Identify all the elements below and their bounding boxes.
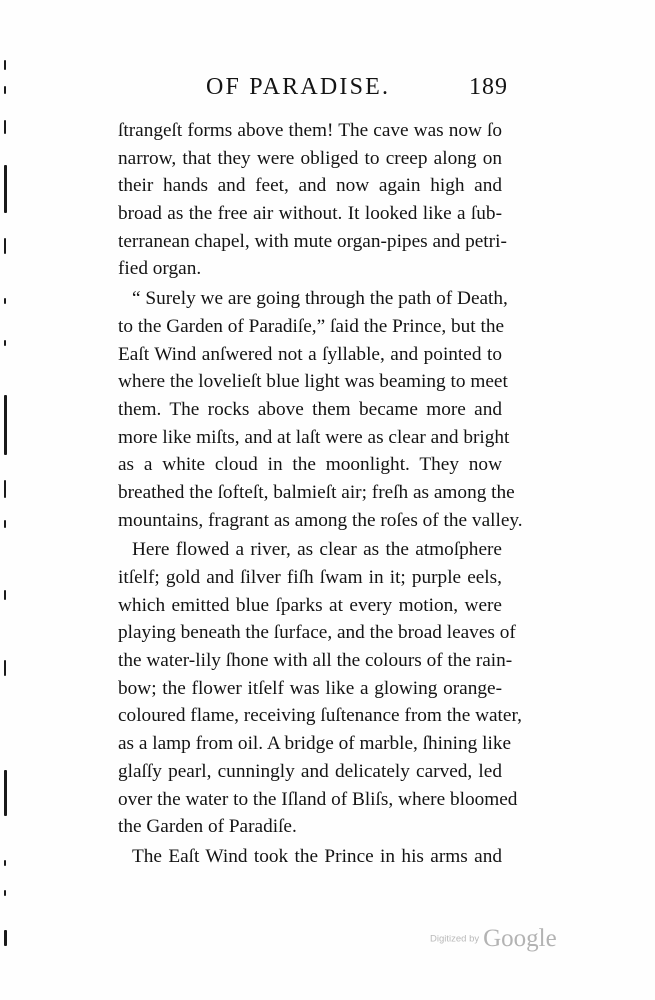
text-line: fied organ.	[118, 258, 202, 280]
watermark-prefix: Digitized by	[430, 933, 480, 945]
running-head: OF PARADISE.	[206, 74, 391, 100]
text-line: Here flowed a river, as clear as the atmoſphere	[132, 539, 502, 561]
text-line: more like miſts, and at laſt were as clear and bright	[118, 426, 510, 448]
text-line: itſelf; gold and ſilver fiſh ſwam in it; purple eels,	[118, 567, 502, 588]
text-line: the Garden of Paradiſe.	[118, 816, 297, 838]
text-line: their hands and feet, and now again high and	[118, 175, 502, 197]
text-line: narrow, that they were obliged to creep along on	[118, 147, 502, 169]
text-line: ſtrangeſt forms above them! The cave was now ſo	[118, 120, 502, 141]
google-logo: Google	[483, 925, 557, 952]
text-line: glaſſy pearl, cunningly and delicately carved, led	[118, 760, 502, 782]
text-line: mountains, fragrant as among the roſes of the valley.	[118, 509, 523, 531]
text-line: which emitted blue ſparks at every motion, were	[118, 594, 502, 616]
text-line: breathed the ſofteſt, balmieſt air; freſh as among the	[118, 481, 515, 503]
text-line: over the water to the Iſland of Bliſs, where bloomed	[118, 788, 518, 810]
text-line: bow; the flower itſelf was like a glowing orange-	[118, 677, 502, 699]
paragraph	[118, 117, 507, 283]
text-line: The Eaſt Wind took the Prince in his arms and	[132, 845, 502, 867]
text-line: Eaſt Wind anſwered not a ſyllable, and pointed to	[118, 343, 502, 365]
text-line: as a lamp from oil. A bridge of marble, ſhining like	[118, 733, 512, 755]
scan-gutter-marks	[0, 0, 14, 1000]
paragraph	[118, 843, 502, 871]
paragraph	[118, 536, 522, 841]
page-number: 189	[469, 74, 508, 100]
digitized-watermark	[430, 925, 557, 953]
text-line: as a white cloud in the moonlight. They now	[118, 454, 502, 476]
body-text	[118, 117, 523, 871]
paragraph	[118, 285, 523, 534]
page-header	[118, 74, 508, 106]
text-line: “ Surely we are going through the path of Death,	[132, 288, 508, 310]
text-line: them. The rocks above them became more and	[118, 398, 502, 420]
text-line: to the Garden of Paradiſe,” ſaid the Prince, but the	[118, 315, 505, 337]
text-line: broad as the free air without. It looked like a ſub-	[118, 203, 502, 225]
text-line: coloured flame, receiving ſuſtenance from the water,	[118, 705, 522, 727]
text-line: where the lovelieſt blue light was beaming to meet	[118, 371, 508, 393]
text-line: terranean chapel, with mute organ-pipes and petri-	[118, 230, 507, 252]
text-line: the water-lily ſhone with all the colours of the rain-	[118, 650, 513, 672]
text-line: playing beneath the ſurface, and the broad leaves of	[118, 622, 516, 644]
